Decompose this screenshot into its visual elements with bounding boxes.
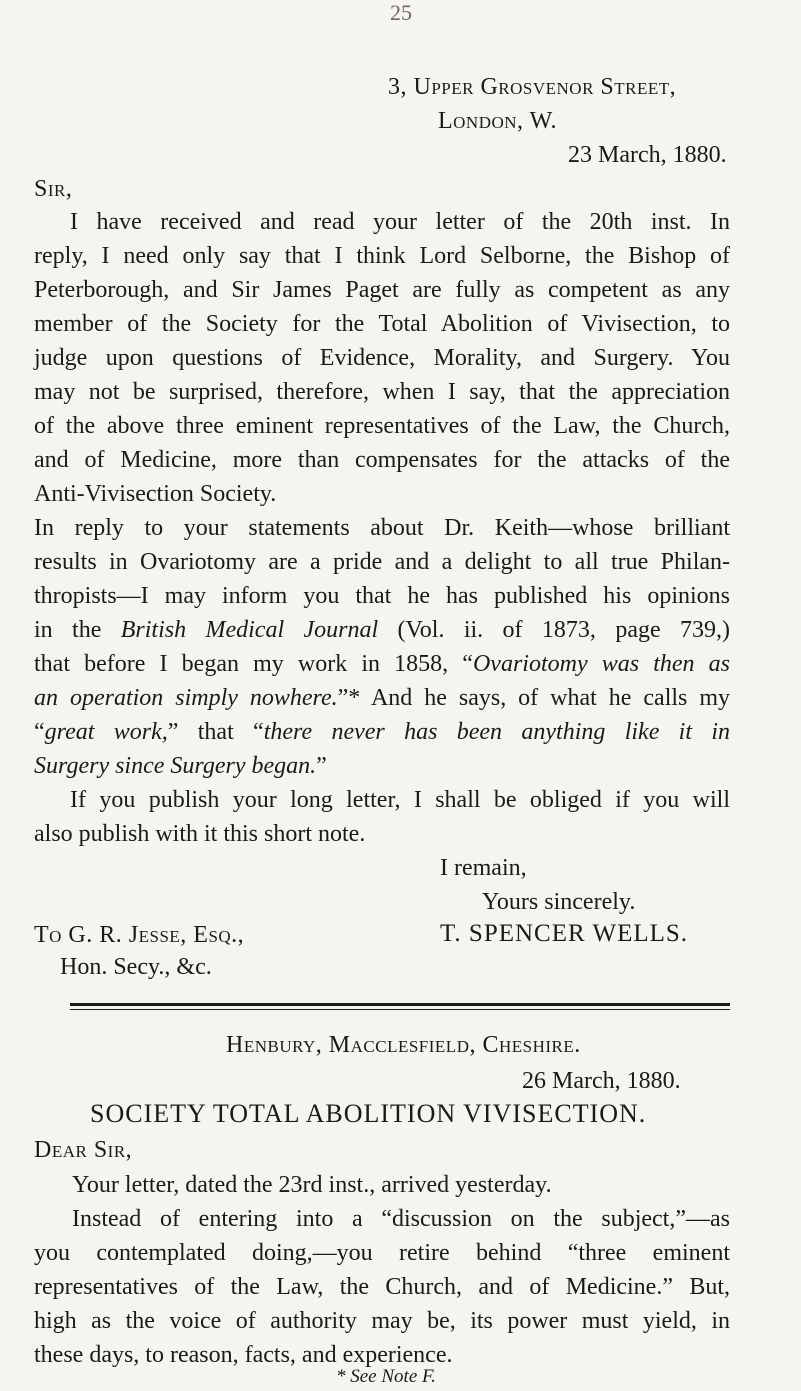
letter1-body-line-17 (34, 751, 694, 781)
line17-quote: Surgery since Surgery began. (34, 753, 317, 779)
line16-open: “ (34, 719, 45, 745)
line14-pre: that before I began my work in 1858, “ (34, 651, 473, 677)
letter1-addressee-line2: Hon. Secy., &c. (60, 954, 212, 980)
letter1-body-line-7: of the above three eminent representatives of the Law, the Church, (34, 413, 730, 439)
line15-mark: ”* (337, 685, 361, 711)
line15-quote: an operation simply nowhere. (34, 685, 338, 711)
line15-post: And he says, of what he calls my (360, 685, 730, 711)
letter1-body-line-13 (34, 615, 730, 645)
letter1-signature: T. SPENCER WELLS. (440, 920, 689, 947)
letter2-body-line-5: high as the voice of authority may be, its power must yield, in (34, 1308, 730, 1334)
letter1-addressee-line1: To G. R. Jesse, Esq., (34, 922, 245, 948)
letter2-heading: SOCIETY TOTAL ABOLITION VIVISECTION. (90, 1099, 647, 1128)
divider-rule-thick (70, 1003, 730, 1006)
page-number: 25 (390, 0, 412, 25)
letter1-body-line-11: results in Ovariotomy are a pride and a delight to all true Philan- (34, 549, 730, 575)
letter1-salutation: Sir, (34, 176, 73, 202)
letter1-body-line-9: Anti-Vivisection Society. (34, 481, 277, 507)
letter1-body-line-5: judge upon questions of Evidence, Morality, and Surgery. You (34, 345, 730, 371)
footnote: * See Note F. (336, 1366, 436, 1387)
line13-pre: in the (34, 617, 121, 643)
letter1-closing-yours: Yours sincerely. (482, 889, 636, 915)
line14-quote: Ovariotomy was then as (472, 651, 731, 677)
letter1-body-line-3: Peterborough, and Sir James Paget are fully as competent as any (34, 277, 730, 303)
letter1-address-line2: London, W. (438, 108, 558, 134)
line17-close: ” (316, 753, 327, 779)
letter1-date: 23 March, 1880. (568, 142, 727, 168)
line13-post: (Vol. ii. of 1873, page 739,) (378, 617, 730, 643)
letter1-body-line-18: If you publish your long letter, I shall be obliged if you will (70, 787, 730, 813)
letter1-address-line1: 3, Upper Grosvenor Street, (388, 74, 677, 100)
letter2-body-line-3: you contemplated doing,—you retire behind “three eminent (34, 1240, 730, 1266)
line16-quote1: great work, (44, 719, 168, 745)
divider-rule-thin (70, 1009, 730, 1010)
letter1-body-line-10: In reply to your statements about Dr. Keith—whose brilliant (34, 515, 730, 541)
letter2-body-line-2: Instead of entering into a “discussion on the subject,”—as (72, 1206, 730, 1232)
letter2-salutation: Dear Sir, (34, 1137, 133, 1163)
letter2-body-line-6: these days, to reason, facts, and experience. (34, 1342, 453, 1368)
line16-quote2: there never has been anything like it in (263, 719, 731, 745)
line16-mid: ” that “ (167, 719, 264, 745)
letter1-body-line-19: also publish with it this short note. (34, 821, 366, 847)
letter1-body-line-8: and of Medicine, more than compensates for the attacks of the (34, 447, 730, 473)
letter1-closing-remain: I remain, (440, 855, 527, 881)
letter2-address: Henbury, Macclesfield, Cheshire. (226, 1032, 581, 1058)
letter1-body-line-2: reply, I need only say that I think Lord Selborne, the Bishop of (34, 243, 730, 269)
letter2-body-line-4: representatives of the Law, the Church, and of Medicine.” But, (34, 1274, 730, 1300)
letter1-body-line-4: member of the Society for the Total Abolition of Vivisection, to (34, 311, 730, 337)
letter1-body-line-1: I have received and read your letter of the 20th inst. In (70, 209, 730, 235)
letter2-body-line-1: Your letter, dated the 23rd inst., arrived yesterday. (72, 1172, 552, 1198)
letter1-body-line-12: thropists—I may inform you that he has published his opinions (34, 583, 730, 609)
letter1-body-line-16 (34, 717, 730, 747)
letter1-body-line-15 (34, 683, 730, 713)
journal-title: British Medical Journal (120, 617, 379, 643)
letter1-body-line-14 (34, 649, 730, 679)
letter2-date: 26 March, 1880. (522, 1068, 681, 1094)
letter1-body-line-6: may not be surprised, therefore, when I say, that the appreciation (34, 379, 730, 405)
